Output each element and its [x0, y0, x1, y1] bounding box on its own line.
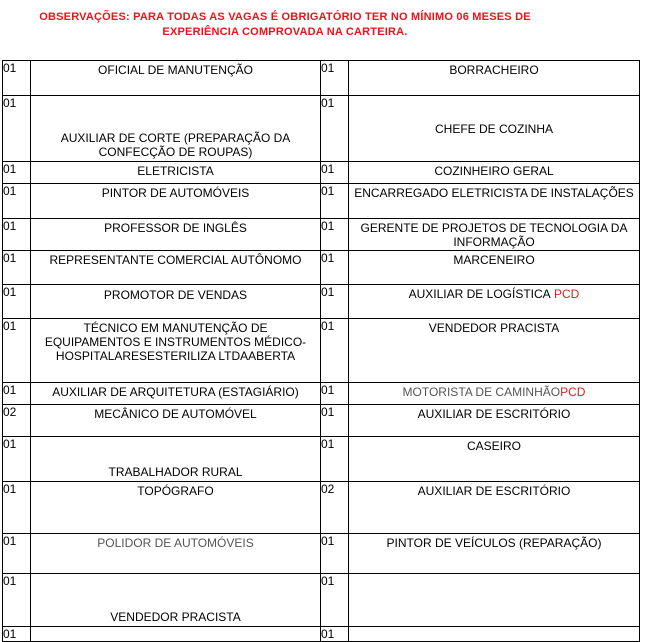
vacancy-quantity: 01 [321, 96, 349, 162]
vacancy-quantity: 01 [321, 405, 349, 437]
vacancy-quantity: 01 [3, 534, 31, 574]
table-row [3, 162, 640, 184]
vacancy-title-line: EQUIPAMENTOS E INSTRUMENTOS MÉDICO- [44, 335, 307, 349]
vacancy-title: TOPÓGRAFO [31, 482, 321, 534]
vacancy-quantity: 01 [3, 383, 31, 405]
job-vacancies-table [2, 60, 640, 642]
vacancy-title-line: AUXILIAR DE CORTE (PREPARAÇÃO DA [60, 131, 291, 145]
header-line-1-text: BSERVAÇÕES: PARA TODAS AS VAGAS É OBRIGATÓRIO TER NO MÍNIMO 06 MESES DE [47, 11, 531, 23]
vacancy-quantity: 01 [321, 285, 349, 319]
vacancy-quantity: 02 [321, 482, 349, 534]
table-row [3, 405, 640, 437]
vacancy-title: AUXILIAR DE ESCRITÓRIO [349, 405, 640, 437]
vacancy-title: POLIDOR DE AUTOMÓVEIS [31, 534, 321, 574]
vacancy-quantity: 01 [3, 251, 31, 285]
vacancy-title-line: HOSPITALARESESTERILIZA LTDAABERTA [55, 349, 296, 363]
vacancy-quantity: 01 [3, 162, 31, 184]
vacancy-quantity: 01 [321, 251, 349, 285]
table-row [3, 285, 640, 319]
vacancy-title: PROMOTOR DE VENDAS [31, 285, 321, 319]
vacancy-quantity: 01 [321, 319, 349, 383]
vacancy-title: CASEIRO [349, 437, 640, 482]
vacancy-title: TRABALHADOR RURAL [31, 437, 321, 482]
vacancy-title-line: TÉCNICO EM MANUTENÇÃO DE [83, 321, 268, 335]
vacancy-quantity: 01 [321, 534, 349, 574]
table-row [3, 319, 640, 383]
table-row [3, 534, 640, 574]
vacancy-title: PINTOR DE AUTOMÓVEIS [31, 184, 321, 219]
vacancy-title: AUXILIAR DE ESCRITÓRIO [349, 482, 640, 534]
table-row [3, 627, 640, 642]
vacancy-title [349, 627, 640, 642]
table-row [3, 574, 640, 627]
vacancy-title: MARCENEIRO [349, 251, 640, 285]
table-row [3, 251, 640, 285]
vacancy-quantity: 01 [3, 219, 31, 251]
vacancy-title: COZINHEIRO GERAL [349, 162, 640, 184]
vacancy-quantity: 01 [321, 219, 349, 251]
vacancy-title: ENCARREGADO ELETRICISTA DE INSTALAÇÕES [349, 184, 640, 219]
vacancy-title-line: GERENTE DE PROJETOS DE TECNOLOGIA DA [360, 221, 628, 235]
vacancy-quantity: 01 [3, 184, 31, 219]
vacancy-quantity: 01 [321, 61, 349, 96]
vacancy-title-line: CONFECÇÃO DE ROUPAS) [98, 145, 253, 159]
table-row [3, 383, 640, 405]
vacancy-title: AUXILIAR DE ARQUITETURA (ESTAGIÁRIO) [31, 383, 321, 405]
table-row [3, 61, 640, 96]
pcd-tag: PCD [560, 385, 586, 399]
vacancy-quantity: 01 [3, 627, 31, 642]
vacancy-title: VENDEDOR PRACISTA [349, 319, 640, 383]
table-row [3, 96, 640, 162]
header-line-2: EXPERIÊNCIA COMPROVADA NA CARTEIRA. [162, 26, 408, 38]
vacancy-title-text: MOTORISTA DE CAMINHÃO [402, 385, 561, 399]
vacancy-title-line: INFORMAÇÃO [453, 235, 535, 249]
vacancy-quantity: 01 [3, 61, 31, 96]
vacancy-quantity: 01 [3, 319, 31, 383]
table-row [3, 184, 640, 219]
vacancy-title [31, 96, 321, 162]
table-row [3, 437, 640, 482]
header-first-letter: O [39, 11, 48, 23]
vacancy-quantity: 01 [3, 574, 31, 627]
vacancy-title: REPRESENTANTE COMERCIAL AUTÔNOMO [31, 251, 321, 285]
vacancy-quantity: 01 [3, 285, 31, 319]
vacancy-quantity: 02 [3, 405, 31, 437]
table-row [3, 482, 640, 534]
vacancy-quantity: 01 [321, 437, 349, 482]
vacancy-quantity: 01 [321, 574, 349, 627]
vacancy-title-text: AUXILIAR DE LOGÍSTICA [408, 287, 551, 301]
header-line-1 [0, 10, 570, 25]
observation-header [0, 10, 570, 40]
table-row [3, 219, 640, 251]
vacancy-title [349, 219, 640, 251]
vacancy-quantity: 01 [321, 627, 349, 642]
vacancy-title [349, 574, 640, 627]
vacancy-title: PINTOR DE VEÍCULOS (REPARAÇÃO) [349, 534, 640, 574]
vacancy-quantity: 01 [321, 383, 349, 405]
vacancy-title: VENDEDOR PRACISTA [31, 574, 321, 627]
vacancy-title: BORRACHEIRO [349, 61, 640, 96]
vacancy-title [349, 383, 640, 405]
vacancy-title: ELETRICISTA [31, 162, 321, 184]
vacancy-title [31, 319, 321, 383]
vacancy-title [31, 627, 321, 642]
vacancy-quantity: 01 [3, 482, 31, 534]
vacancy-quantity: 01 [321, 184, 349, 219]
vacancy-title: CHEFE DE COZINHA [349, 96, 640, 162]
vacancy-title: MECÂNICO DE AUTOMÓVEL [31, 405, 321, 437]
vacancy-quantity: 01 [3, 437, 31, 482]
vacancy-quantity: 01 [3, 96, 31, 162]
vacancy-quantity: 01 [321, 162, 349, 184]
pcd-tag: PCD [554, 287, 580, 301]
vacancy-title: PROFESSOR DE INGLÊS [31, 219, 321, 251]
vacancy-title: OFICIAL DE MANUTENÇÃO [31, 61, 321, 96]
vacancy-title [349, 285, 640, 319]
